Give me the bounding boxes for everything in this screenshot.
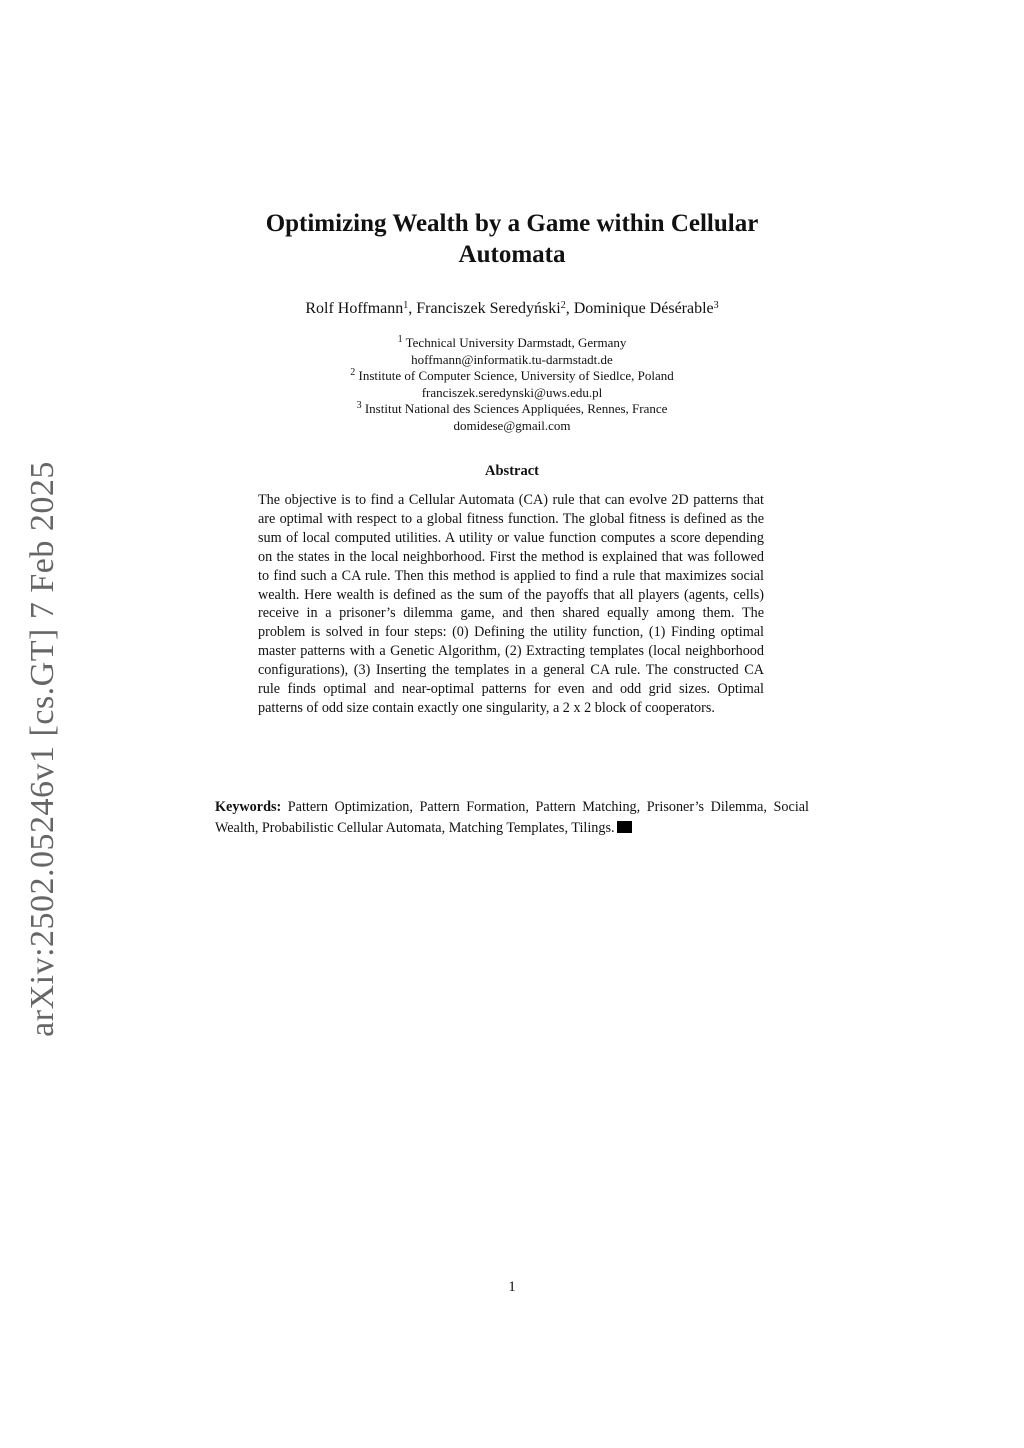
affiliation-institution: Institute of Computer Science, University of Siedlce, Poland (358, 368, 674, 383)
affiliation-line (0, 335, 1024, 352)
author-affiliation-mark: 1 (403, 300, 409, 311)
keywords-paragraph (215, 797, 809, 839)
arxiv-identifier-stamp: arXiv:2502.05246v1 [cs.GT] 7 Feb 2025 (24, 461, 61, 1037)
author-name: Rolf Hoffmann (305, 300, 404, 317)
affiliation-line (0, 401, 1024, 418)
affiliation-block (0, 335, 1024, 434)
affiliation-email: franciszek.seredynski@uws.edu.pl (421, 384, 603, 400)
affiliation-institution: Technical University Darmstadt, Germany (405, 335, 627, 350)
author-list: Rolf Hoffmann$^1$, Franciszek Seredyński$^2$, Dominique Désérable$^3$ (305, 300, 719, 317)
affiliation-mark: 3 (356, 400, 362, 411)
affiliation-email: domidese@gmail.com (453, 417, 571, 433)
affiliation-mark: 2 (350, 367, 356, 378)
abstract-heading: Abstract (485, 463, 539, 479)
keywords-text: Pattern Optimization, Pattern Formation, Pattern Matching, Prisoner’s Dilemma, Social Wealth, Probabilistic Cellular Automata, Matching Templates, Tilings. (215, 799, 809, 836)
paper-title-line-1: Optimizing Wealth by a Game within Cellular (265, 210, 759, 237)
page-number: 1 (508, 1279, 516, 1295)
author-name: Franciszek Seredyński (416, 300, 561, 317)
abstract-text: The objective is to find a Cellular Automata (CA) rule that can evolve 2D patterns that are optimal with respect to a global fitness function. The global fitness is defined as the sum of local computed utilities. A utility or value function computes a score depending on the states in the local neighborhood. First the method is explained that was followed to find such a CA rule. Then this method is applied to find a rule that maximizes social wealth. Here wealth is defined as the sum of the payoffs that all players (agents, cells) receive in a prisoner’s dilemma game, and then shared equally among them. The problem is solved in four steps: (0) Defining the utility function, (1) Finding optimal master patterns with a Genetic Algorithm, (2) Extracting templates (local neighborhood configurations), (3) Inserting the templates in a general CA rule. The constructed CA rule finds optimal and near-optimal patterns for even and odd grid sizes. Optimal patterns of odd size contain exactly one singularity, a 2 x 2 block of cooperators. (258, 492, 764, 716)
author-affiliation-mark: 3 (713, 300, 719, 311)
affiliation-line (0, 368, 1024, 385)
keywords-label: Keywords: (215, 799, 282, 815)
author-name: Dominique Désérable (573, 300, 714, 317)
affiliation-mark: 1 (397, 334, 403, 345)
author-affiliation-mark: 2 (560, 300, 566, 311)
paper-title-line-2: Automata (458, 241, 566, 268)
end-of-proof-square-icon (617, 821, 632, 833)
affiliation-email: hoffmann@informatik.tu-darmstadt.de (411, 351, 613, 367)
paper-title (0, 208, 1024, 270)
affiliation-institution: Institut National des Sciences Appliquées, Rennes, France (364, 401, 668, 416)
